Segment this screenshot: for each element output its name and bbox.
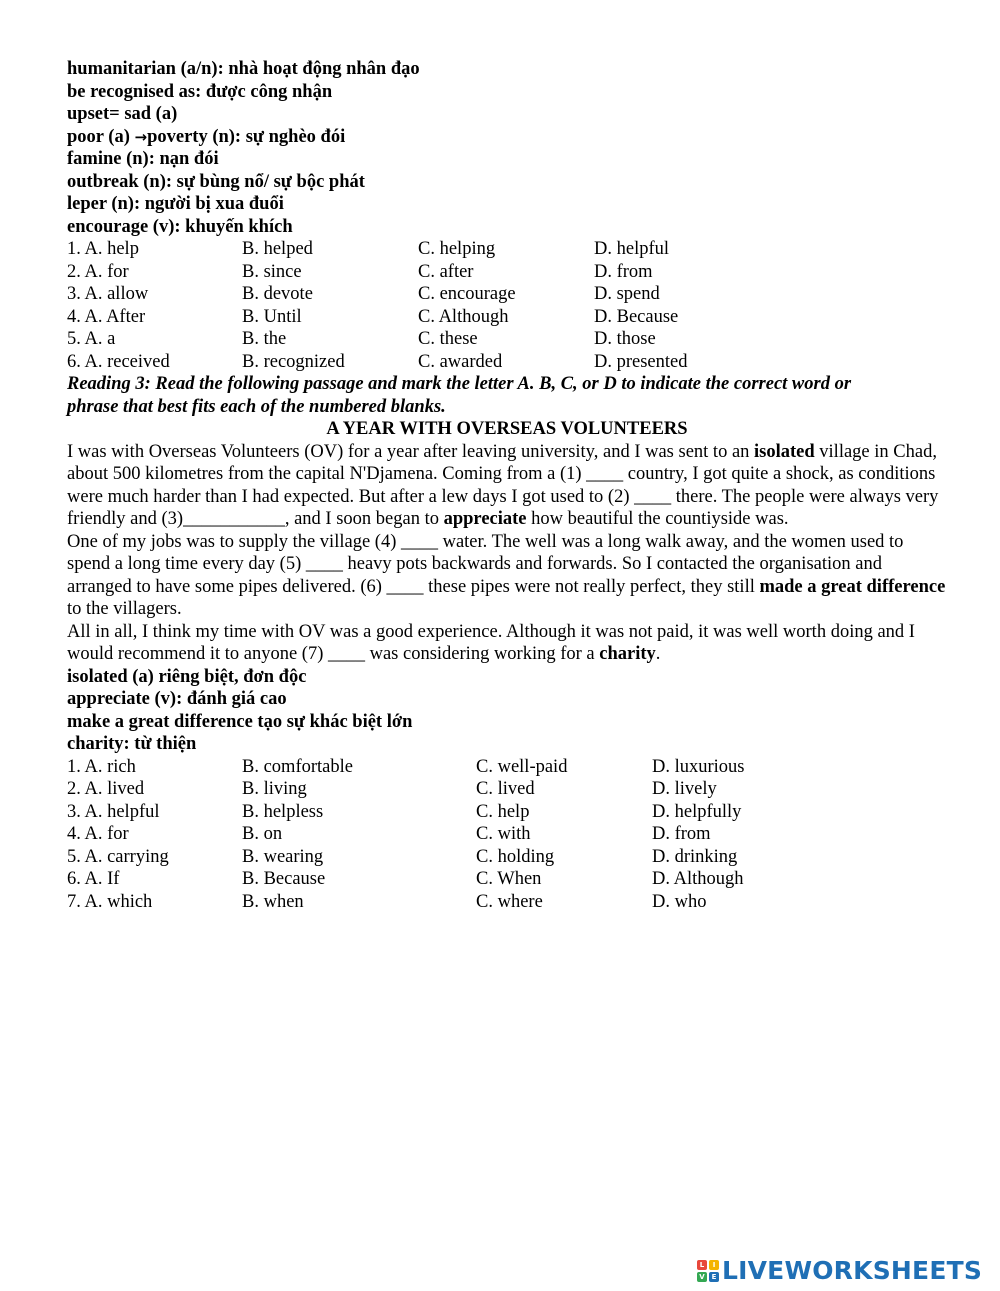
option-d: D. Although	[652, 869, 744, 889]
highlight-word: charity	[599, 644, 656, 664]
option-d: D. spend	[594, 284, 660, 304]
option-b: B. devote	[242, 284, 313, 304]
option-b: B. Because	[242, 869, 326, 889]
highlight-word: isolated	[754, 441, 815, 462]
option-c: C. help	[476, 801, 530, 822]
option-a: 1. A. rich	[67, 756, 136, 777]
highlight-word: appreciate	[443, 509, 527, 529]
highlight-phrase: made a great difference	[759, 576, 946, 597]
question-options-row	[67, 823, 947, 846]
option-d: D. drinking	[652, 846, 738, 867]
question-options-row	[67, 778, 947, 801]
passage-text: to the villagers.	[67, 599, 182, 619]
vocab-item	[67, 126, 947, 149]
passage-text: One of my jobs was to supply the village (4) ____ water. The well was a long walk away, and the women used to spend a long time every day (5) ____ heavy pots backwards and forwards. So I contacted the organisation and arranged to have some pipes delivered. (6) ____ these pipes were not really perfect, they still	[67, 531, 904, 597]
option-c: C. where	[476, 891, 543, 912]
option-a: 5. A. a	[67, 329, 116, 349]
option-b: B. wearing	[242, 846, 324, 867]
option-d: D. from	[594, 261, 653, 282]
option-a: 5. A. carrying	[67, 846, 169, 867]
option-a: 2. A. for	[67, 261, 129, 282]
vocabulary-list-2	[67, 666, 947, 756]
question-options-row	[67, 238, 947, 261]
passage-text: I was with Overseas Volunteers (OV) for a year after leaving university, and I was sent to an	[67, 441, 755, 462]
option-d: D. helpful	[594, 239, 670, 259]
option-d: D. helpfully	[652, 801, 742, 822]
option-c: C. Although	[418, 306, 509, 327]
passage-title: A YEAR WITH OVERSEAS VOLUNTEERS	[326, 419, 688, 439]
option-a: 4. A. for	[67, 824, 129, 844]
question-options-row	[67, 328, 947, 351]
option-c: C. awarded	[418, 351, 503, 372]
instruction-line: phrase that best fits each of the numbered blanks.	[67, 396, 446, 417]
option-b: B. the	[242, 329, 287, 349]
option-b: B. comfortable	[242, 756, 353, 777]
question-options-row	[67, 846, 947, 869]
vocab-text: poverty (n): sự nghèo đói	[147, 126, 346, 147]
vocab-item: be recognised as: được công nhận	[67, 81, 333, 102]
vocab-item: appreciate (v): đánh giá cao	[67, 689, 287, 709]
options-list-1	[67, 238, 947, 373]
option-d: D. those	[594, 329, 656, 349]
question-options-row	[67, 283, 947, 306]
logo-tile: L	[697, 1260, 707, 1270]
option-b: B. recognized	[242, 351, 345, 372]
vocab-item: encourage (v): khuyến khích	[67, 216, 293, 237]
option-c: C. these	[418, 329, 478, 349]
instruction-line: Reading 3: Read the following passage and mark the letter A. B, C, or D to indicate the correct word or	[67, 374, 852, 394]
right-arrow-icon: →	[134, 127, 148, 146]
question-options-row	[67, 891, 947, 914]
worksheet-page	[67, 58, 947, 913]
option-c: C. helping	[418, 239, 496, 259]
passage-paragraph-1	[67, 441, 947, 531]
vocab-item: upset= sad (a)	[67, 104, 178, 124]
question-options-row	[67, 261, 947, 284]
logo-tile: I	[709, 1260, 719, 1270]
option-a: 6. A. received	[67, 351, 170, 372]
options-list-2	[67, 756, 947, 914]
option-c: C. encourage	[418, 284, 516, 304]
option-a: 3. A. allow	[67, 284, 149, 304]
passage-paragraph-2	[67, 531, 947, 621]
option-b: B. Until	[242, 306, 302, 327]
option-a: 1. A. help	[67, 239, 139, 259]
option-a: 4. A. After	[67, 306, 146, 327]
passage-text: All in all, I think my time with OV was a good experience. Although it was not paid, it was well worth doing and I would recommend it to anyone (7) ____ was considering working for a	[67, 621, 915, 664]
option-a: 2. A. lived	[67, 779, 145, 799]
vocab-item: make a great difference tạo sự khác biệt lớn	[67, 711, 413, 732]
option-c: C. with	[476, 824, 531, 844]
option-d: D. presented	[594, 351, 688, 372]
option-d: D. luxurious	[652, 756, 745, 777]
option-c: C. lived	[476, 779, 535, 799]
vocab-item: famine (n): nạn đói	[67, 149, 219, 169]
passage-text: .	[655, 644, 661, 664]
passage-paragraph-3	[67, 621, 947, 666]
passage-text: village in Chad, about 500 kilometres from the capital N'Djamena. Coming from a (1) ____ country, I got quite a shock, as conditions were much harder than I had expected. But after a lew days I got used to (2) ____ there. The people were always very friendly and (3)___________, and I soon began to	[67, 441, 939, 529]
vocab-item: charity: từ thiện	[67, 734, 197, 754]
vocab-item: leper (n): người bị xua đuổi	[67, 194, 284, 214]
option-d: D. lively	[652, 779, 717, 799]
option-b: B. helpless	[242, 801, 324, 822]
reading-instruction	[67, 373, 947, 418]
question-options-row	[67, 306, 947, 329]
question-options-row	[67, 351, 947, 374]
option-c: C. well-paid	[476, 756, 568, 777]
liveworksheets-logo[interactable]	[697, 1256, 982, 1285]
option-b: B. when	[242, 891, 304, 912]
option-c: C. When	[476, 869, 542, 889]
vocab-item: isolated (a) riêng biệt, đơn độc	[67, 666, 307, 687]
option-a: 3. A. helpful	[67, 801, 160, 822]
option-d: D. Because	[594, 306, 679, 327]
option-b: B. living	[242, 779, 307, 799]
question-options-row	[67, 868, 947, 891]
question-options-row	[67, 756, 947, 779]
option-a: 7. A. which	[67, 891, 153, 912]
option-c: C. after	[418, 261, 474, 282]
vocab-item: humanitarian (a/n): nhà hoạt động nhân đạo	[67, 59, 420, 79]
logo-tile: E	[709, 1272, 719, 1282]
option-b: B. helped	[242, 239, 313, 259]
passage-text: how beautiful the countiyside was.	[526, 509, 789, 529]
option-b: B. since	[242, 261, 302, 282]
vocab-item: outbreak (n): sự bùng nổ/ sự bộc phát	[67, 171, 365, 192]
option-c: C. holding	[476, 846, 555, 867]
vocabulary-list-1	[67, 58, 947, 238]
logo-mark-icon	[697, 1260, 719, 1282]
vocab-text: poor (a)	[67, 126, 135, 147]
option-d: D. from	[652, 824, 711, 844]
option-d: D. who	[652, 891, 707, 912]
option-b: B. on	[242, 824, 283, 844]
logo-tile: V	[697, 1272, 707, 1282]
question-options-row	[67, 801, 947, 824]
option-a: 6. A. If	[67, 869, 120, 889]
logo-text: LIVEWORKSHEETS	[722, 1256, 983, 1285]
